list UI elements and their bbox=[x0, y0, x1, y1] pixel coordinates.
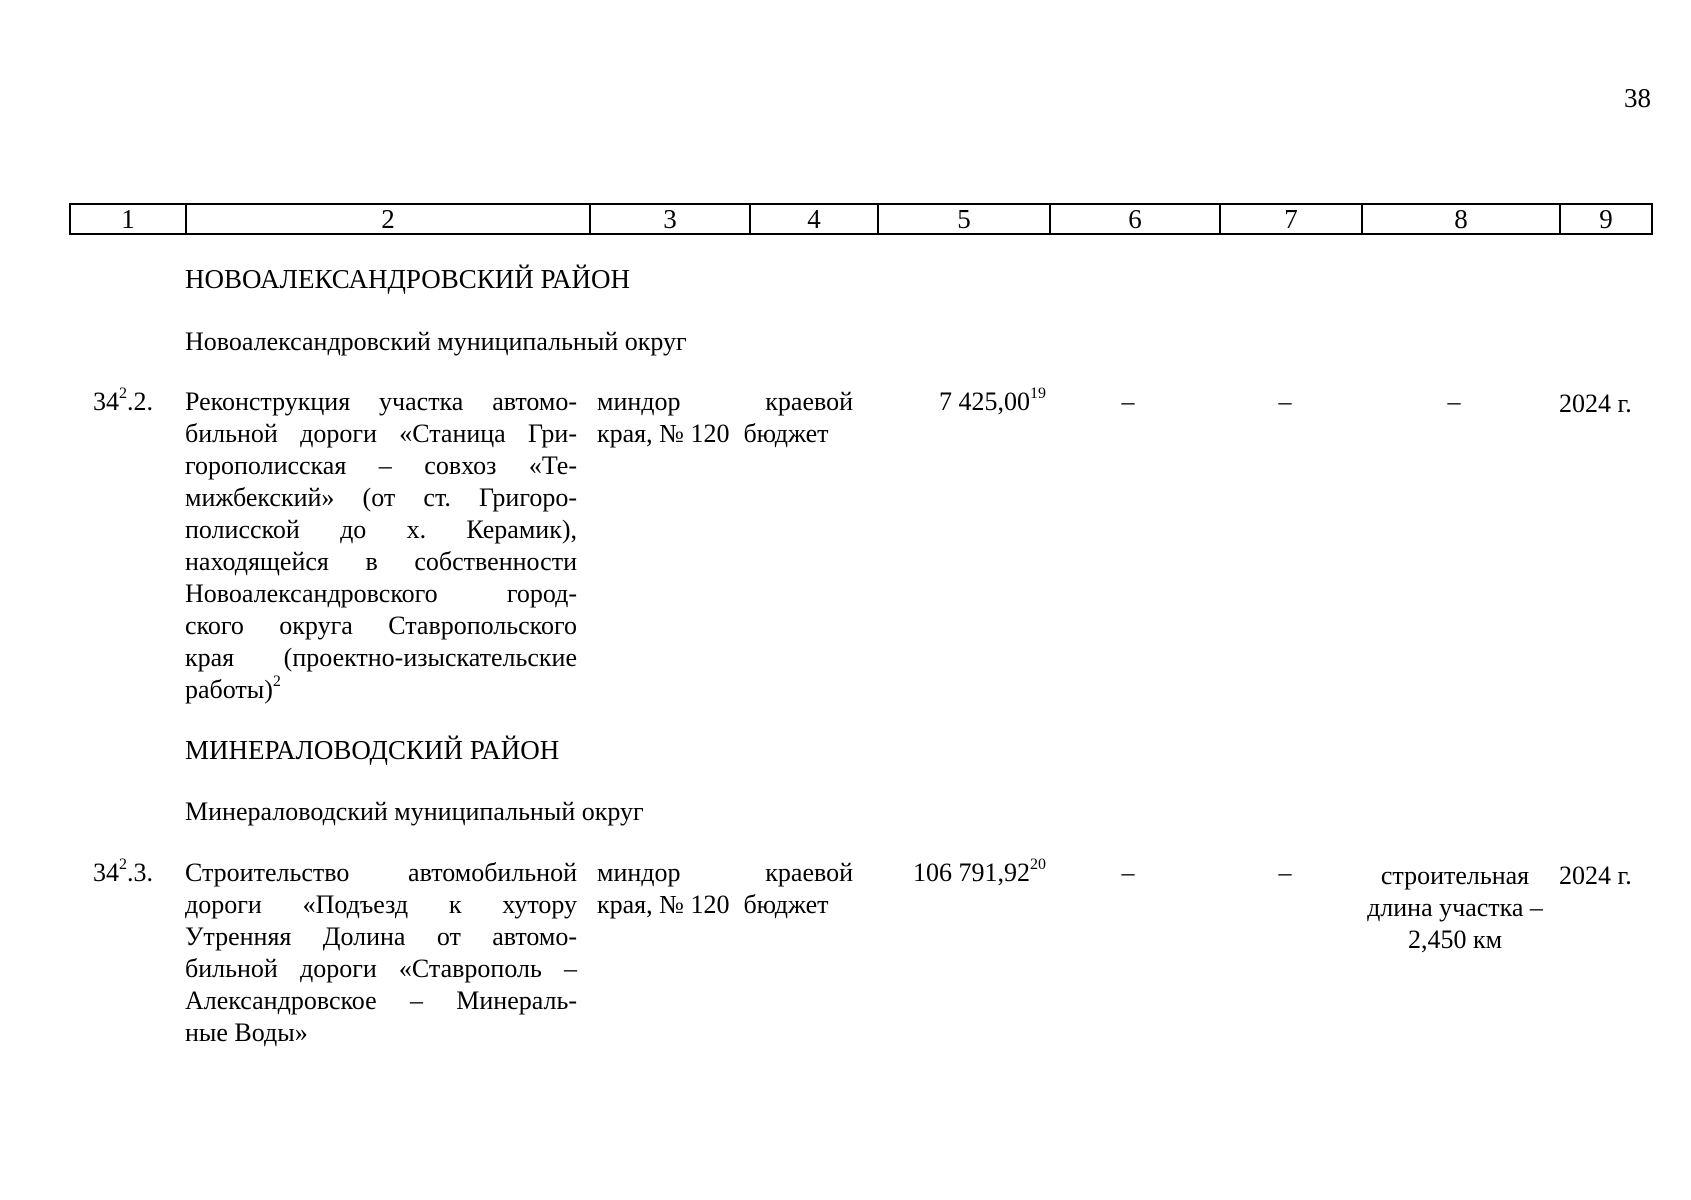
funding-source: краевой bbox=[765, 858, 853, 887]
amount: 7 425,00$^{19}$ bbox=[939, 385, 1046, 416]
executor: миндор bbox=[597, 858, 681, 887]
funding-source: бюджет bbox=[743, 419, 829, 448]
column-7-value: – bbox=[1278, 387, 1292, 416]
column-number: 6 bbox=[1050, 204, 1220, 234]
executor-and-source bbox=[597, 857, 853, 921]
column-8-value: – bbox=[1447, 387, 1461, 416]
year: 2024 г. bbox=[1559, 389, 1632, 418]
row-description: Строительство автомобильной дороги «Подъезд к хутору Утренняя Долина от автомо- бильной дороги «Ставрополь – Александровское – Минераль- ные Воды» bbox=[185, 858, 577, 1047]
row-number: $34^2.3$. bbox=[93, 856, 153, 887]
year: 2024 г. bbox=[1559, 861, 1632, 890]
municipality-heading: Новоалександровский муниципальный округ bbox=[185, 327, 687, 356]
funding-source: краевой bbox=[765, 387, 853, 416]
column-number-header bbox=[69, 203, 1653, 235]
column-6-value: – bbox=[1121, 858, 1135, 887]
funding-source: бюджет bbox=[743, 890, 829, 919]
municipality-heading: Минераловодский муниципальный округ bbox=[185, 797, 644, 826]
executor: миндор bbox=[597, 387, 681, 416]
amount: 106 791,92$^{20}$ bbox=[913, 856, 1046, 887]
column-7-value: – bbox=[1278, 858, 1292, 887]
column-number: 5 bbox=[878, 204, 1050, 234]
column-8-value: строительная длина участка – 2,450 км bbox=[1367, 861, 1543, 954]
column-number: 8 bbox=[1362, 204, 1560, 234]
column-number: 2 bbox=[186, 204, 590, 234]
column-number: 1 bbox=[70, 204, 186, 234]
row-description: Реконструкция участка автомо- бильной дороги «Станица Гри- горополисская – совхоз «Те- мижбекский» (от ст. Григоро- полисской до х. Керамик), находящейся в собственности Новоалександровского город- ского округа Ставропольского края (проектно-изыскательские работы)$^2$ bbox=[185, 387, 577, 704]
column-number: 3 bbox=[590, 204, 750, 234]
column-number: 9 bbox=[1560, 204, 1652, 234]
column-number: 4 bbox=[750, 204, 878, 234]
executor: края, № 120 bbox=[597, 890, 730, 919]
page-number: 38 bbox=[1624, 83, 1651, 113]
executor: края, № 120 bbox=[597, 419, 730, 448]
executor-and-source bbox=[597, 386, 853, 450]
row-number: $34^2.2$. bbox=[93, 385, 153, 416]
column-number: 7 bbox=[1220, 204, 1362, 234]
district-heading: НОВОАЛЕКСАНДРОВСКИЙ РАЙОН bbox=[185, 264, 631, 294]
column-6-value: – bbox=[1121, 387, 1135, 416]
district-heading: МИНЕРАЛОВОДСКИЙ РАЙОН bbox=[185, 735, 560, 765]
